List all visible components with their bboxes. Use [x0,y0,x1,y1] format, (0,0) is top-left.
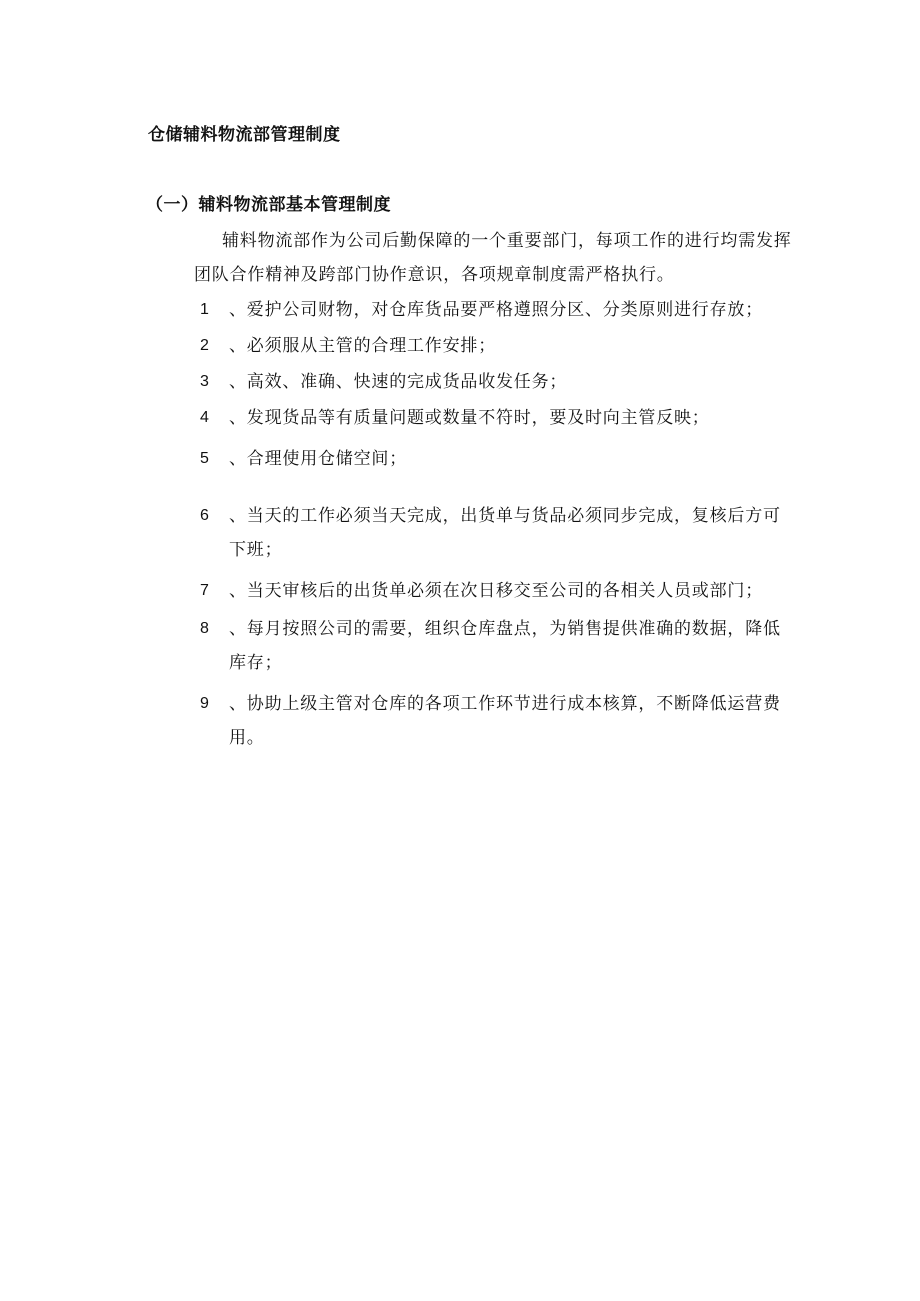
rule-item [200,293,800,327]
rule-number: 1 [200,301,210,318]
rule-number: 8 [200,620,210,637]
rule-text: 、必须服从主管的合理工作安排； [229,336,496,356]
rule-text: 、当天审核后的出货单必须在次日移交至公司的各相关人员或部门； [229,581,763,601]
rule-item [200,499,800,567]
rule-text: 、每月按照公司的需要，组织仓库盘点，为销售提供准确的数据，降低库存； [229,619,781,673]
rule-number: 4 [200,409,210,426]
section-title: （一）辅料物流部基本管理制度 [146,195,391,215]
rule-number: 2 [200,337,210,354]
rule-item [200,612,800,680]
rule-text: 、爱护公司财物，对仓库货品要严格遵照分区、分类原则进行存放； [229,300,763,320]
rule-number: 3 [200,373,210,390]
intro-paragraph: 辅料物流部作为公司后勤保障的一个重要部门，每项工作的进行均需发挥团队合作精神及跨部门协作意识，各项规章制度需严格执行。 [194,231,792,285]
rule-number: 9 [200,695,210,712]
rule-number: 6 [200,507,210,524]
rule-item [200,401,800,435]
rule-text: 、协助上级主管对仓库的各项工作环节进行成本核算，不断降低运营费用。 [229,694,781,748]
rule-item [200,687,800,755]
rule-text: 、高效、准确、快速的完成货品收发任务； [229,372,568,392]
rule-text: 、合理使用仓储空间； [229,449,407,469]
rule-item [200,329,800,363]
rule-text: 、发现货品等有质量问题或数量不符时，要及时向主管反映； [229,408,710,428]
rule-item [200,574,800,608]
document-title: 仓储辅料物流部管理制度 [148,125,341,145]
rule-number: 7 [200,582,210,599]
rule-item [200,365,800,399]
rule-item [200,442,800,476]
rule-number: 5 [200,450,210,467]
rule-text: 、当天的工作必须当天完成，出货单与货品必须同步完成，复核后方可下班； [229,506,781,560]
